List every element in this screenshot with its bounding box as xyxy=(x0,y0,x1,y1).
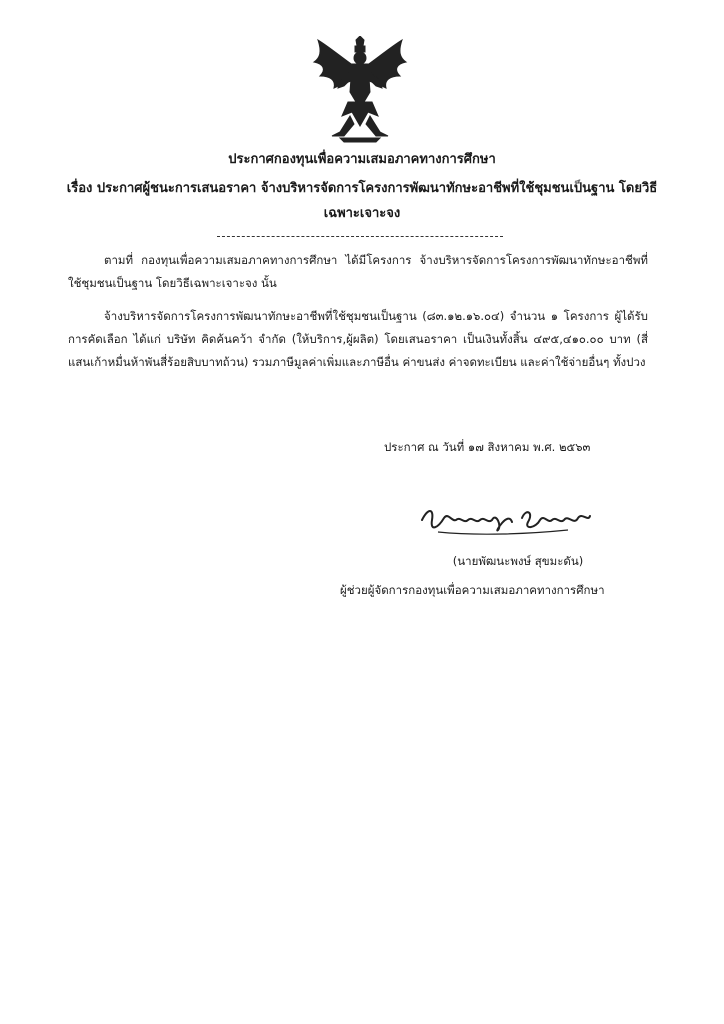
subject-continuation: เฉพาะเจาะจง xyxy=(323,206,401,221)
signer-name: (นายพัฒนะพงษ์ สุขมะดัน) xyxy=(452,554,584,568)
paragraph-award: จ้างบริหารจัดการโครงการพัฒนาทักษะอาชีพที่ใช้ชุมชนเป็นฐาน (๘๓.๑๒.๑๖.๐๔) จำนวน ๑ โครงการ ผู้ได้รับการคัดเลือก ได้แก่ บริษัท คิดค้นคว้า จำกัด (ให้บริการ,ผู้ผลิต) โดยเสนอราคา เป็นเงินทั้งสิ้น ๔๙๕,๔๑๐.๐๐ บาท (สี่แสนเก้าหมื่นห้าพันสี่ร้อยสิบบาทถ้วน) รวมภาษีมูลค่าเพิ่มและภาษีอื่น ค่าขนส่ง ค่าจดทะเบียน และค่าใช้จ่ายอื่นๆ ทั้งปวง xyxy=(68,309,648,369)
announcement-date: ประกาศ ณ วันที่ ๑๗ สิงหาคม พ.ศ. ๒๕๖๓ xyxy=(384,440,591,454)
divider-rule xyxy=(217,236,503,237)
agency-announcement-title: ประกาศกองทุนเพื่อความเสมอภาคทางการศึกษา xyxy=(228,152,496,167)
garuda-emblem-icon xyxy=(310,36,410,144)
paragraph-intro: ตามที่ กองทุนเพื่อความเสมอภาคทางการศึกษา ได้มีโครงการ จ้างบริหารจัดการโครงการพัฒนาทักษะอาชีพที่ใช้ชุมชนเป็นฐาน โดยวิธีเฉพาะเจาะจง นั้น xyxy=(68,253,648,290)
subject-line: เรื่อง ประกาศผู้ชนะการเสนอราคา จ้างบริหารจัดการโครงการพัฒนาทักษะอาชีพที่ใช้ชุมชนเป็นฐาน โดยวิธี xyxy=(66,181,658,196)
signer-title: ผู้ช่วยผู้จัดการกองทุนเพื่อความเสมอภาคทางการศึกษา xyxy=(340,583,605,597)
handwritten-signature xyxy=(418,498,594,540)
